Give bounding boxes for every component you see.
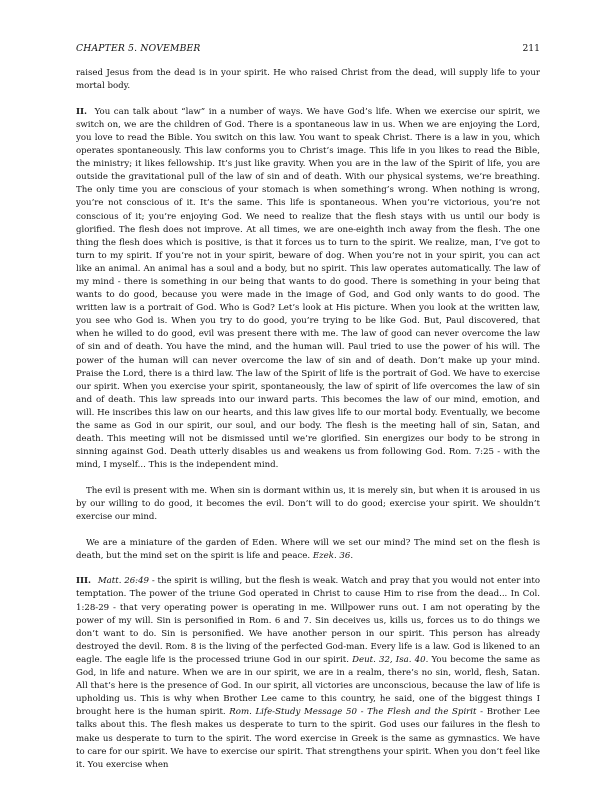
document-page — [76, 42, 540, 784]
paragraph-5 — [76, 575, 540, 771]
reference-life-study: Rom. Life-Study Message 50 - The Flesh and the Spirit — [229, 707, 477, 718]
paragraph-3 — [76, 485, 540, 524]
paragraph-4-reference: Ezek. 36. — [312, 550, 354, 561]
paragraph-4-text: We are a miniature of the garden of Eden. Where will we set our mind? The mind set on the flesh is death, but the mind set on the spirit is life and peace. — [76, 537, 540, 561]
page-number: 211 — [522, 43, 540, 54]
reference-deut-isa: Deut. 32, Isa. 40. — [352, 654, 429, 665]
section-label-ii: II. — [76, 106, 88, 117]
paragraph-5-text-b: You become the same as God, in life and nature. When we are in our spirit, we are in a realm, there’s no sin, world, flesh, Satan. All that’s here is the presence of God. In our spirit, all victories are unconscious, because the law of life is upholding us. This is why when Brother Lee came to this country, he said, one of the biggest things I brought here is the human spirit. — [76, 654, 540, 718]
paragraph-5-text-a: - the spirit is willing, but the flesh is weak. Watch and pray that you would not enter into temptation. The power of the triune God operated in Christ to cause Him to rise from the dead... In Col. 1:28-29 - that very operating power is operating in me. Willpower runs out. I am not operating by the power of my will. Sin is personified in Rom. 6 and 7. Sin deceives us, kills us, forces us to do things we don’t want to do. Sin is personified. We have another person in our spirit. This person has already destroyed the devil. Rom. 8 is the living of the perfected God-man. Every life is a law. God is likened to an eagle. The eagle life is the processed triune God in our spirit. — [76, 576, 541, 665]
paragraph-3-text: The evil is present with me. When sin is dormant within us, it is merely sin, but when it is aroused in us by our willing to do good, it becomes the evil. Don’t will to do good; exercise your spirit. We shouldn’t exercise our mind. — [76, 485, 540, 523]
chapter-title: CHAPTER 5. NOVEMBER — [76, 43, 201, 54]
reference-matt: Matt. 26:49 — [97, 576, 150, 587]
paragraph-2 — [76, 106, 540, 473]
section-label-iii: III. — [76, 576, 92, 587]
running-header — [76, 42, 540, 55]
paragraph-1-text: raised Jesus from the dead is in your spirit. He who raised Christ from the dead, will supply life to your mortal body. — [76, 68, 540, 92]
paragraph-4 — [76, 537, 540, 563]
paragraph-1 — [76, 67, 540, 93]
paragraph-2-text: You can talk about “law” in a number of ways. We have God’s life. When we exercise our spirit, we switch on, we are the children of God. There is a spontaneous law in us. When we are enjoying the Lord, you love to read the Bible. You switch on this law. You want to speak Christ. There is a law in you, which operates spontaneously. This law conforms you to Christ’s image. This life in you likes to read the Bible, the ministry; it likes fellowship. It’s just like gravity. When you are in the law of the Spirit of life, you are outside the gravitational pull of the law of sin and of death. With our physical systems, we’re breathing. The only time you are conscious of your stomach is when something’s wrong. When nothing is wrong, you’re not conscious of it. It’s the same. This life is spontaneous. When you’re victorious, you’re not conscious of it; you’re enjoying God. We need to realize that the flesh stays with us until our body is glorified. The flesh does not improve. At all times, we are one-eighth inch away from the flesh. The one thing the flesh does which is positive, is that it forces us to turn to the spirit. We realize, man, I’ve got to turn to my spirit. If you’re not in your spirit, beware of dog. When you’re not in your spirit, you can act like an animal. An animal has a soul and a body, but no spirit. This law operates automatically. The law of my mind - there is something in our being that wants to do good. There is something in your being that wants to do good, because you were made in the image of God, and God only wants to do good. The written law is a portrait of God. Who is God? Let’s look at His picture. When you look at the written law, you see who God is. When you try to do good, you’re trying to be like God. But, Paul discovered, that when he willed to do good, evil was present there with me. The law of good can never overcome the law of sin and of death. You have the mind, and the human will. Paul tried to use the power of his will. The power of the human will can never overcome the law of sin and of death. Don’t make up your mind. Praise the Lord, there is a third law. The law of the Spirit of life is the portrait of God. We have to exercise our spirit. When you exercise your spirit, spontaneously, the law of spirit of life overcomes the law of sin and of death. This law spreads into our inward parts. This becomes the law of our mind, emotion, and will. He inscribes this law on our hearts, and this law gives life to our mortal body. Eventually, we become the same as God in our spirit, our soul, and our body. The flesh is the meeting hall of sin, Satan, and death. This meeting will not be dismissed until we’re glorified. Sin energizes our body to be strong in sinning against God. Death utterly disables us and weakens us from following God. Rom. 7:25 - with the mind, I myself... This is the independent mind. — [76, 106, 541, 471]
paragraph-5-text-c: - Brother Lee talks about this. The flesh makes us desperate to turn to the spirit. God uses our failures in the flesh to make us desperate to turn to the spirit. The word exercise in Greek is the same as gymnastics. We have to care for our spirit. We have to exercise our spirit. That strengthens your spirit. When you don’t feel like it. You exercise when — [76, 707, 540, 770]
